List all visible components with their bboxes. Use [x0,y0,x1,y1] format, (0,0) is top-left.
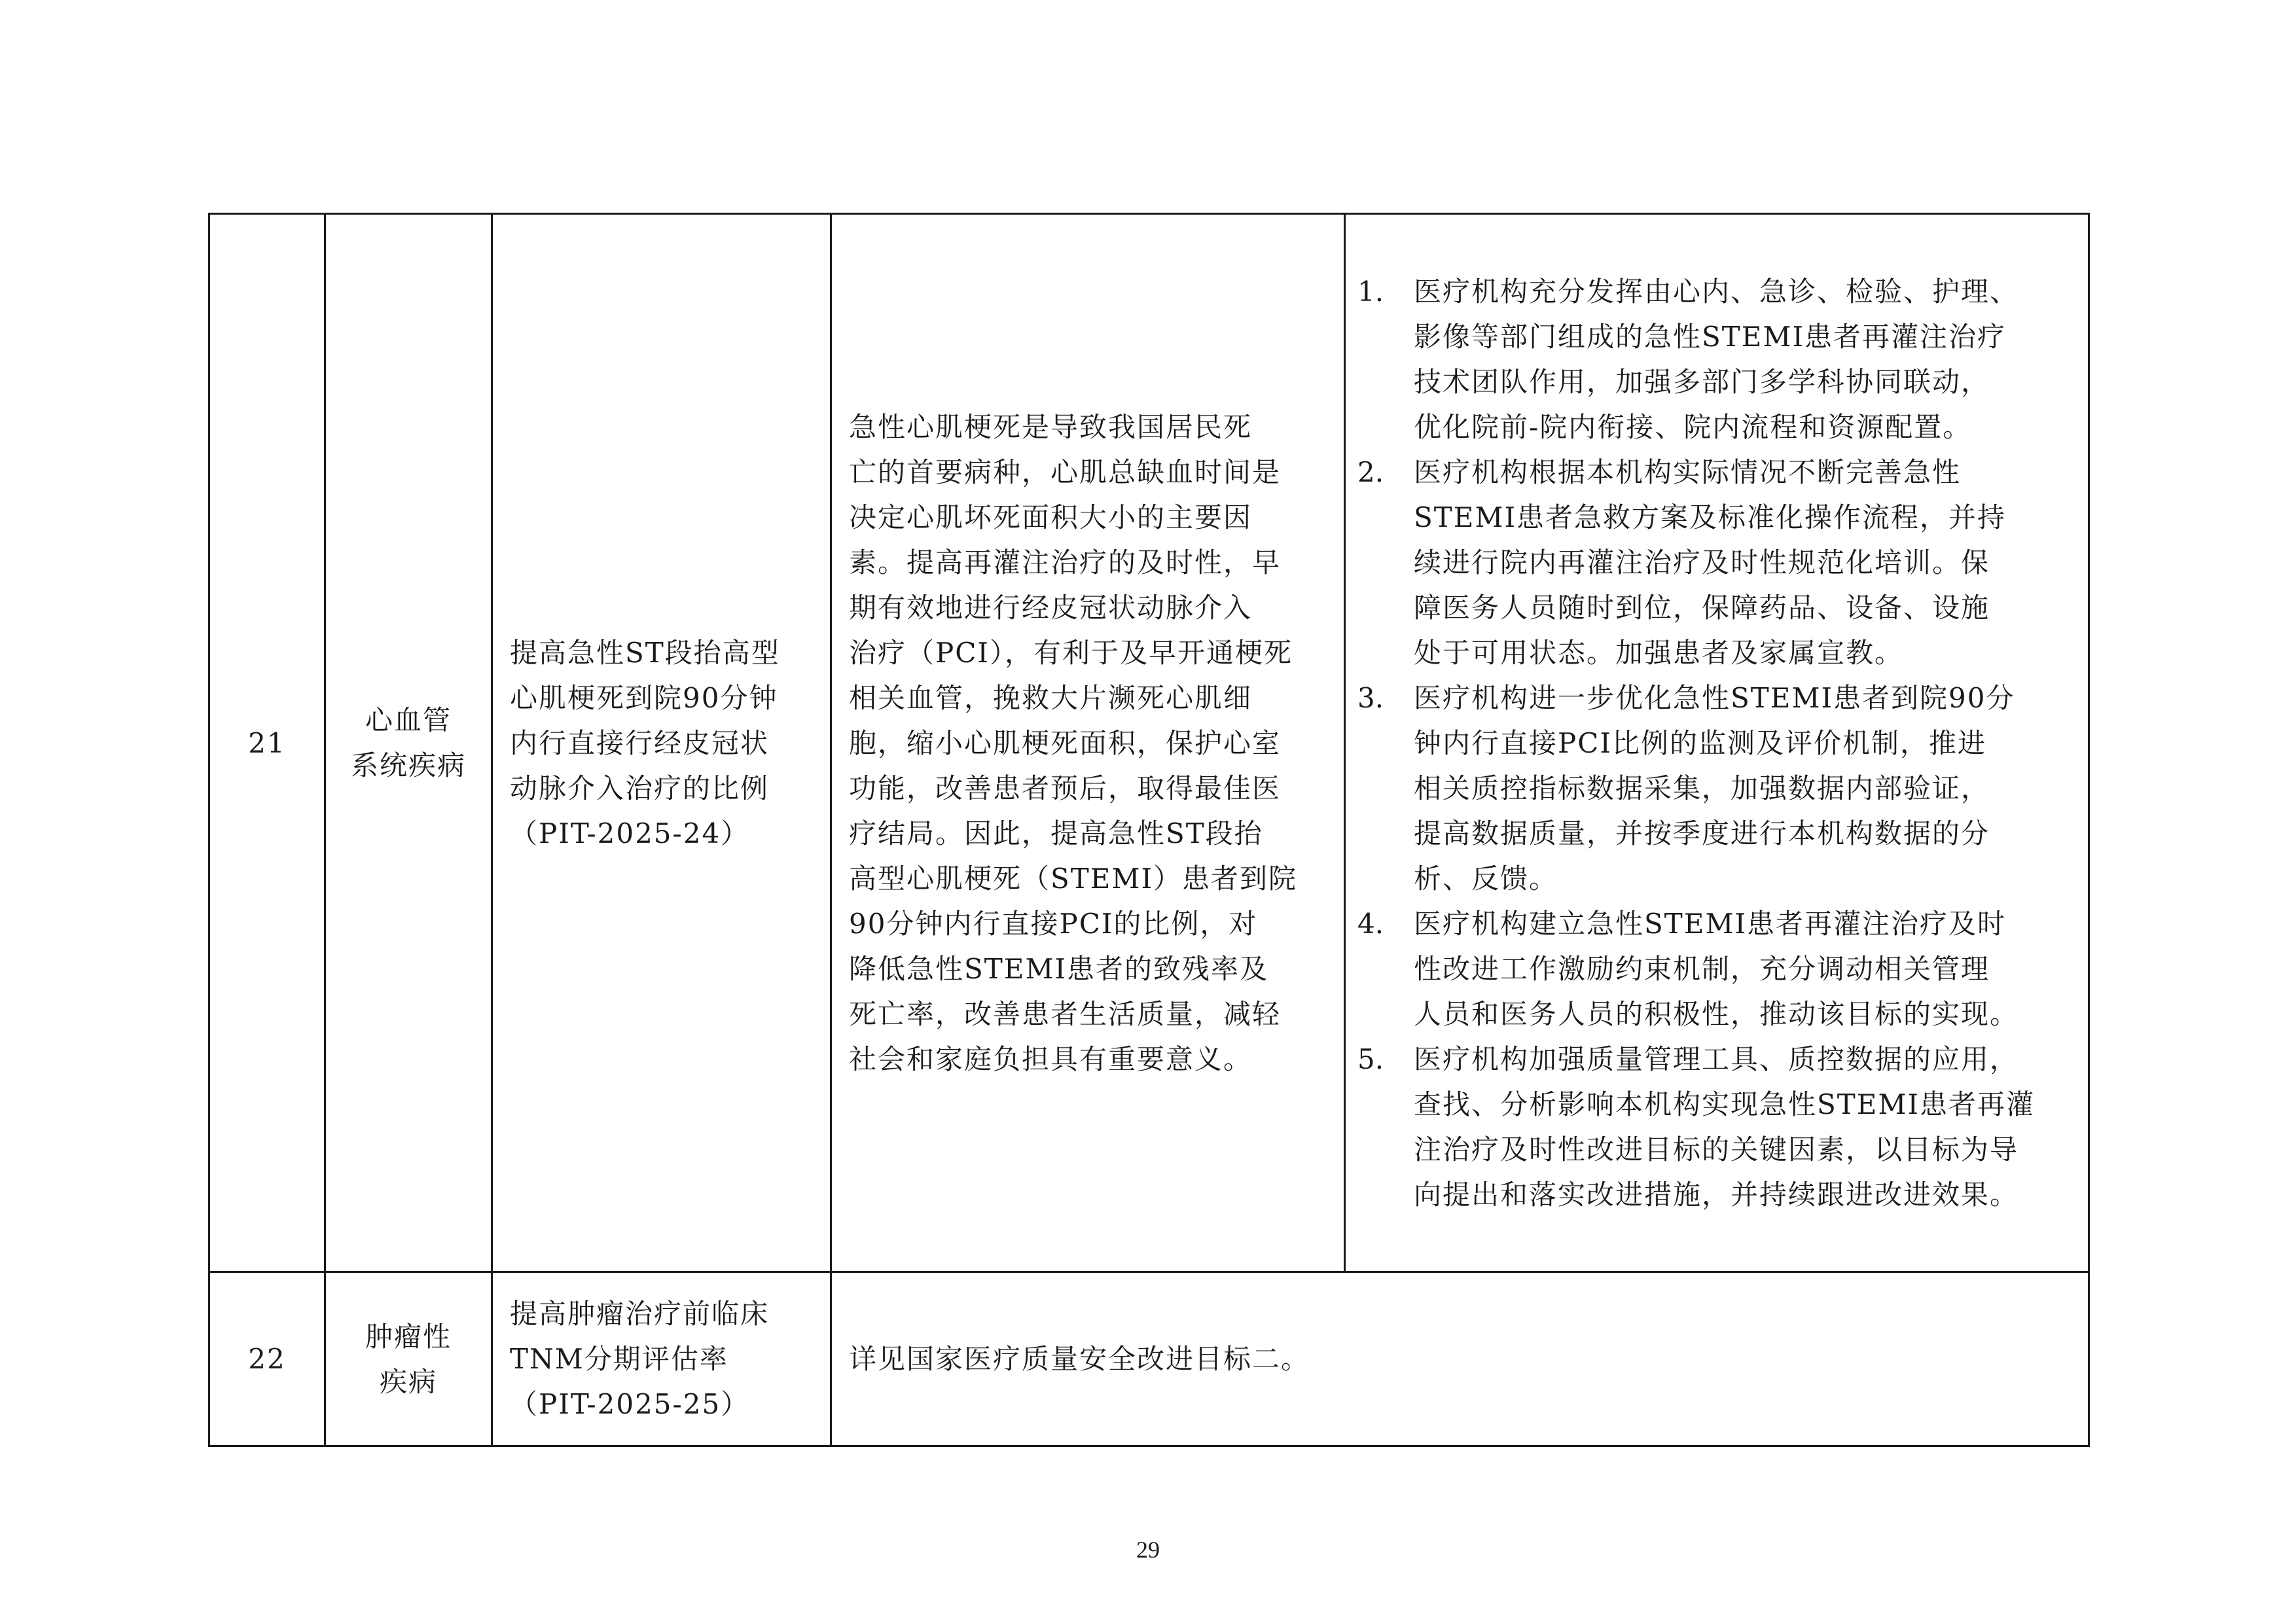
rationale-line: 死亡率，改善患者生活质量，减轻 [849,997,1282,1030]
measure-line: 医疗机构建立急性STEMI患者再灌注治疗及时 [1414,907,2007,940]
rationale-line: 高型心肌梗死（STEMI）患者到院 [849,862,1298,895]
list-marker: 5. [1357,1043,1384,1075]
measure-line: 医疗机构充分发挥由心内、急诊、检验、护理、 [1414,275,2019,308]
rationale-line: 急性心肌梗死是导致我国居民死 [849,410,1253,443]
measure-line: 医疗机构加强质量管理工具、质控数据的应用， [1414,1043,2019,1075]
improvement-goals-table [208,213,2090,1447]
measure-line: 处于可用状态。加强患者及家属宣教。 [1414,636,1904,669]
measure-line: STEMI患者急救方案及标准化操作流程，并持 [1414,501,2007,533]
measure-line: 续进行院内再灌注治疗及时性规范化培训。保 [1414,546,1990,579]
rationale-line: 90分钟内行直接PCI的比例，对 [849,907,1258,940]
list-item [1357,450,2071,675]
rationale-line: 胞，缩小心肌梗死面积，保护心室 [849,726,1282,759]
row-number: 21 [248,726,286,759]
rationale-line: 功能，改善患者预后，取得最佳医 [849,772,1282,804]
rationale-line: 素。提高再灌注治疗的及时性，早 [849,546,1282,579]
measure-line: 性改进工作激励约束机制，充分调动相关管理 [1414,952,1990,985]
row-number-cell [209,214,325,1272]
category-line: 肿瘤性 [365,1320,452,1353]
goal-line: 提高肿瘤治疗前临床 [510,1298,770,1330]
list-marker: 1. [1357,275,1384,308]
goal-code: （PIT-2025-24） [510,817,750,849]
measure-line: 优化院前-院内衔接、院内流程和资源配置。 [1414,410,1972,443]
goal-line: TNM分期评估率 [510,1343,728,1375]
measure-line: 影像等部门组成的急性STEMI患者再灌注治疗 [1414,320,2007,353]
measure-line: 相关质控指标数据采集，加强数据内部验证， [1414,772,1990,804]
category-line: 系统疾病 [350,749,466,781]
detail-text: 详见国家医疗质量安全改进目标二。 [849,1343,1310,1375]
page-number: 29 [1136,1537,1160,1563]
measures-list [1357,269,2071,1217]
list-item [1357,675,2071,901]
goal-cell [492,1272,831,1446]
list-marker: 3. [1357,681,1384,714]
list-marker: 2. [1357,455,1384,488]
goal-line: 提高急性ST段抬高型 [510,636,780,669]
rationale-line: 疗结局。因此，提高急性ST段抬 [849,817,1263,849]
measures-cell [1345,214,2089,1272]
rationale-line: 期有效地进行经皮冠状动脉介入 [849,591,1253,624]
rationale-cell [831,214,1345,1272]
list-item [1357,901,2071,1037]
row-number: 22 [248,1343,286,1375]
goal-code: （PIT-2025-25） [510,1388,750,1420]
measure-line: 析、反馈。 [1414,862,1558,895]
rationale-line: 降低急性STEMI患者的致残率及 [849,952,1269,985]
list-marker: 4. [1357,907,1384,940]
rationale-line: 相关血管，挽救大片濒死心肌细 [849,681,1253,714]
measure-line: 注治疗及时性改进目标的关键因素，以目标为导 [1414,1133,2019,1166]
category-cell [325,1272,492,1446]
goal-line: 心肌梗死到院90分钟 [510,681,778,714]
measure-line: 技术团队作用，加强多部门多学科协同联动， [1414,365,1990,398]
rationale-line: 社会和家庭负担具有重要意义。 [849,1043,1253,1075]
measure-line: 提高数据质量，并按季度进行本机构数据的分 [1414,817,1990,849]
measure-line: 向提出和落实改进措施，并持续跟进改进效果。 [1414,1178,2019,1211]
goal-cell [492,214,831,1272]
goal-line: 动脉介入治疗的比例 [510,772,770,804]
table-row [209,1272,2089,1446]
rationale-line: 治疗（PCI），有利于及早开通梗死 [849,636,1293,669]
category-line: 疾病 [379,1365,437,1398]
row-number-cell [209,1272,325,1446]
rationale-line: 决定心肌坏死面积大小的主要因 [849,501,1253,533]
measure-line: 医疗机构根据本机构实际情况不断完善急性 [1414,455,1962,488]
category-line: 心血管 [365,704,452,736]
rationale-line: 亡的首要病种，心肌总缺血时间是 [849,455,1282,488]
table-row [209,214,2089,1272]
detail-cell [831,1272,2089,1446]
measure-line: 查找、分析影响本机构实现急性STEMI患者再灌 [1414,1088,2036,1120]
list-item [1357,1037,2071,1217]
measure-line: 医疗机构进一步优化急性STEMI患者到院90分 [1414,681,2015,714]
goal-line: 内行直接行经皮冠状 [510,726,770,759]
measure-line: 钟内行直接PCI比例的监测及评价机制，推进 [1414,726,1986,759]
list-item [1357,269,2071,450]
measure-line: 障医务人员随时到位，保障药品、设备、设施 [1414,591,1990,624]
category-cell [325,214,492,1272]
measure-line: 人员和医务人员的积极性，推动该目标的实现。 [1414,997,2019,1030]
